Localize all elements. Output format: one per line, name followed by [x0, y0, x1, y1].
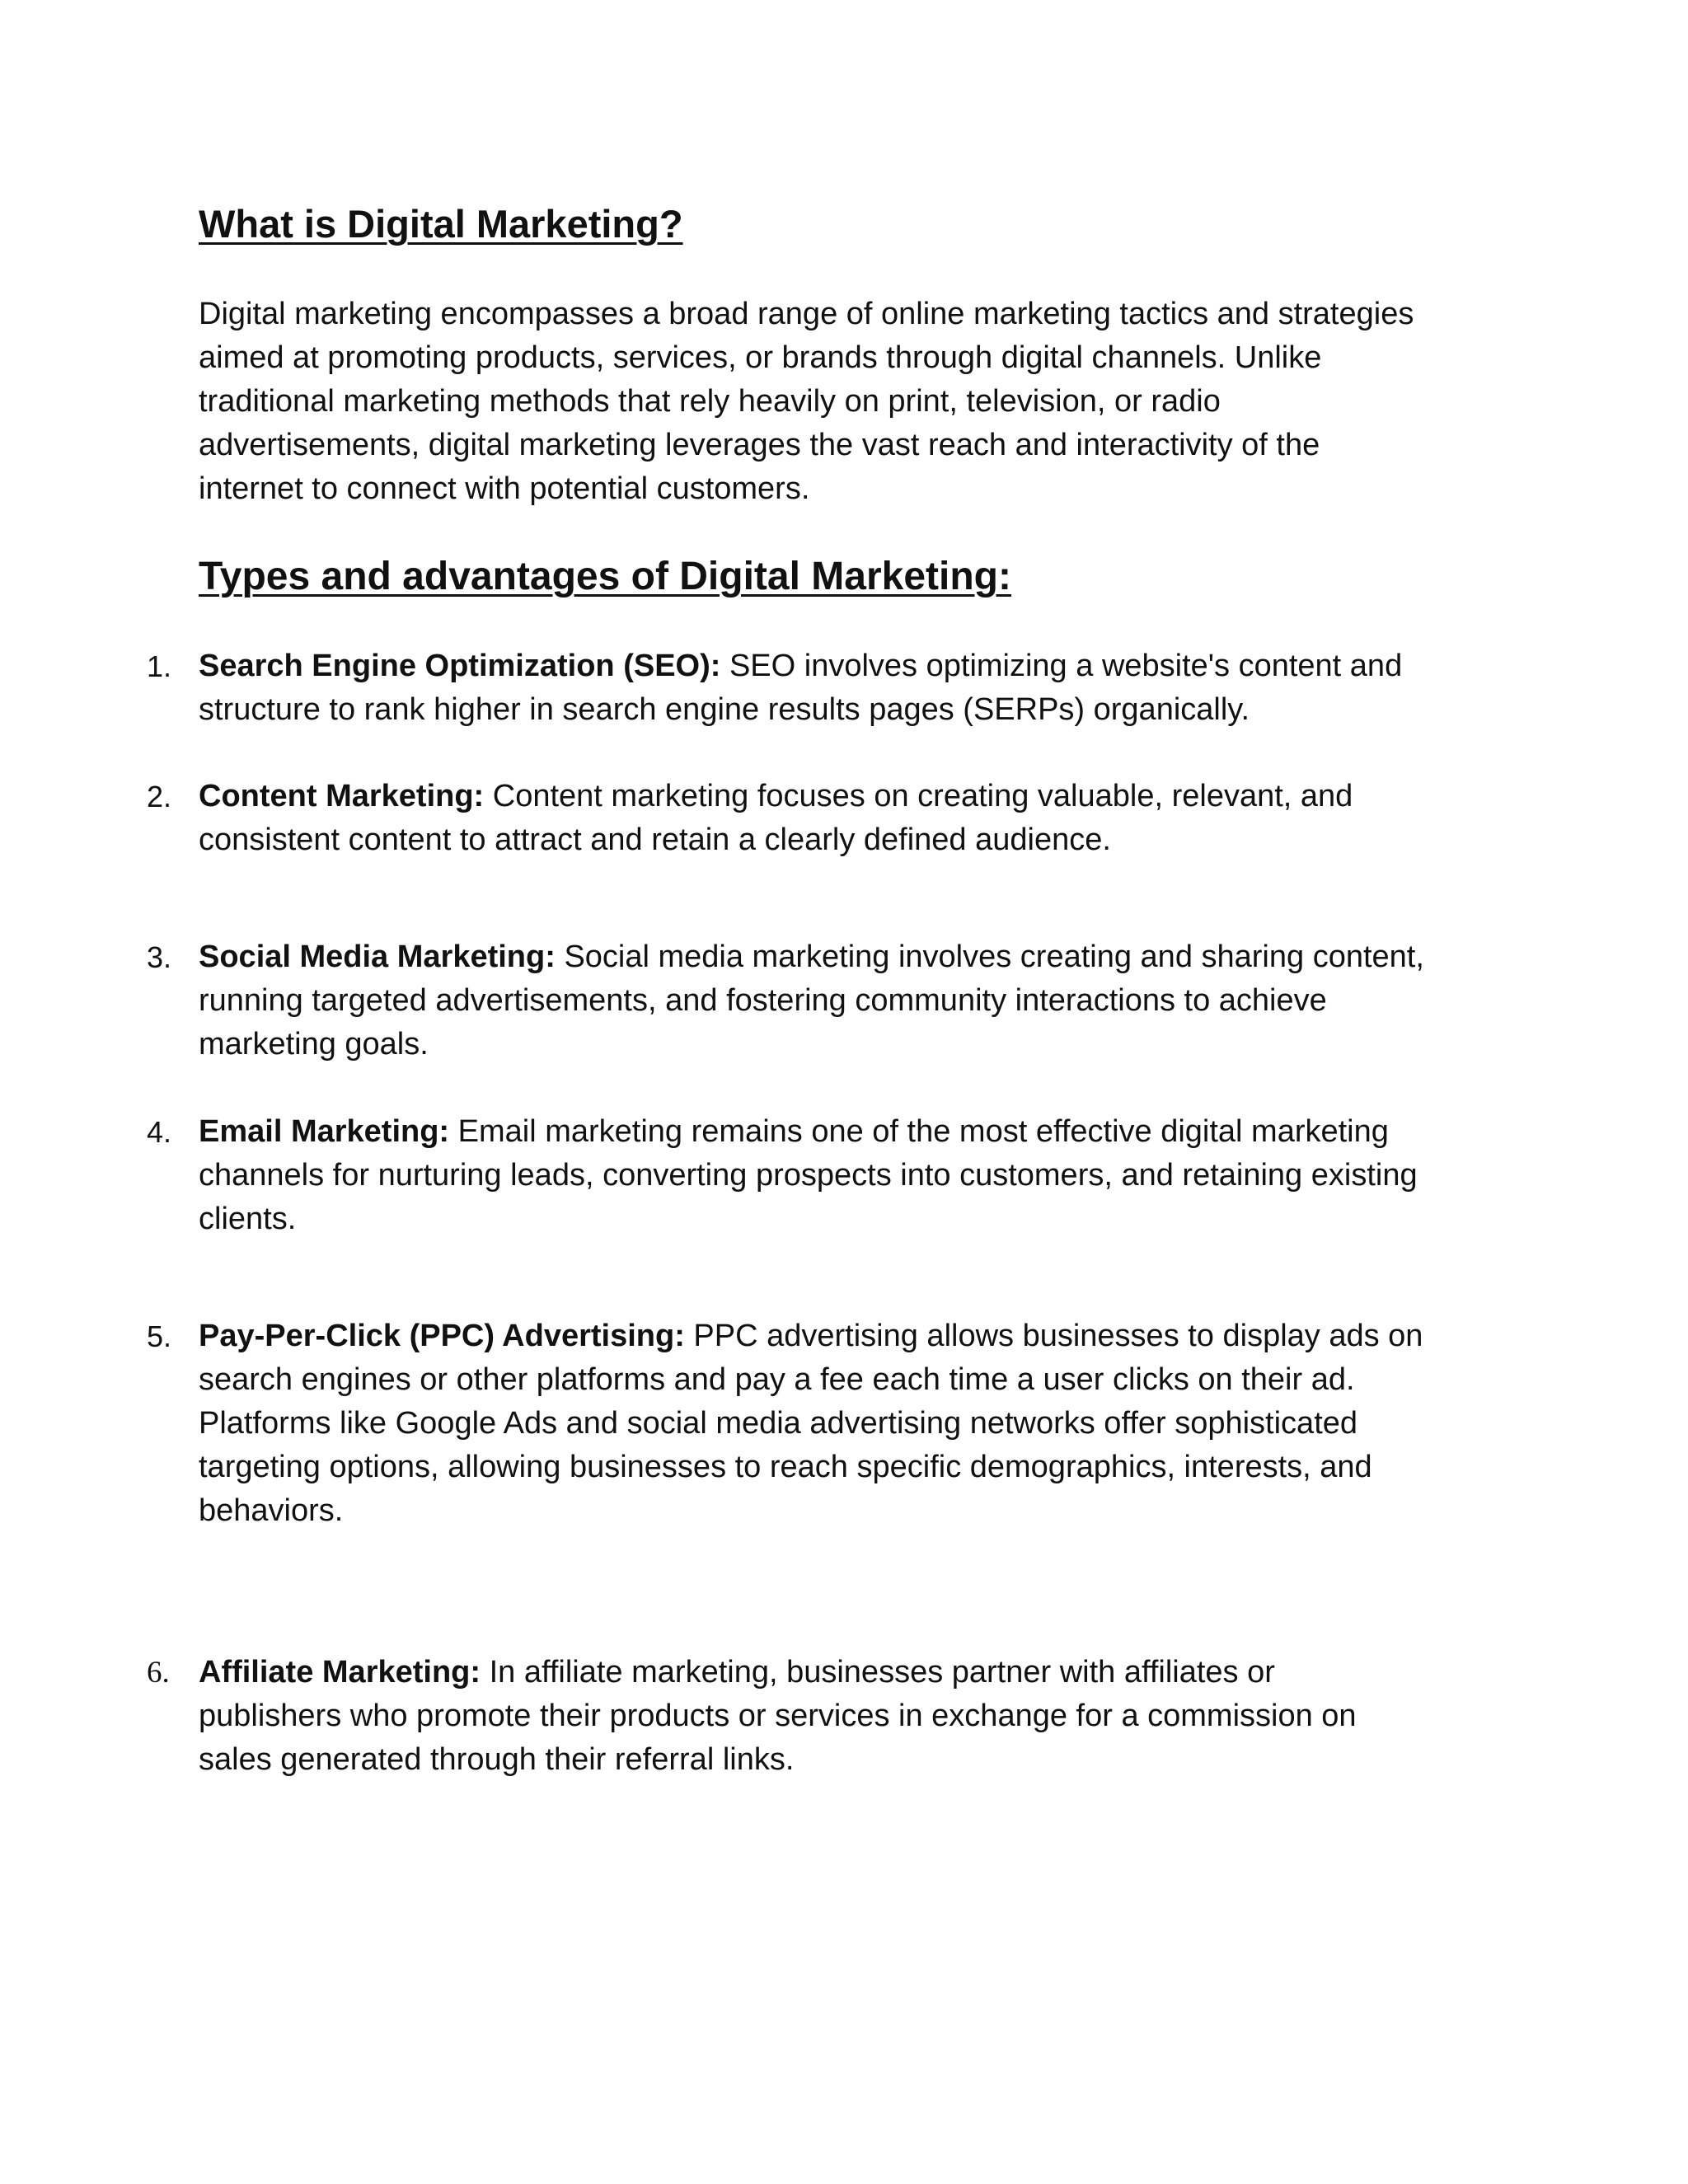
- list-item-title: Pay-Per-Click (PPC) Advertising:: [199, 1319, 685, 1353]
- heading-what-is-digital-marketing: What is Digital Marketing?: [199, 202, 683, 246]
- list-item-title: Search Engine Optimization (SEO):: [199, 649, 721, 683]
- list-item-line: behaviors.: [199, 1493, 344, 1528]
- list-number: 5.: [147, 1319, 172, 1353]
- list-item-first-line: [199, 1110, 1534, 1154]
- list-item-line: PPC advertising allows businesses to display ads on: [684, 1319, 1423, 1353]
- intro-line: aimed at promoting products, services, or brands through digital channels. Unlike: [199, 340, 1322, 375]
- list-item-line: Content marketing focuses on creating valuable, relevant, and: [484, 779, 1353, 813]
- list-item-line: marketing goals.: [199, 1027, 429, 1062]
- list-item-text: [199, 1315, 1534, 1533]
- intro-line: advertisements, digital marketing leverages the vast reach and interactivity of the: [199, 428, 1320, 462]
- list-item-line: sales generated through their referral links.: [199, 1742, 795, 1777]
- list-item-first-line: [199, 1315, 1534, 1358]
- list-number: 1.: [147, 649, 172, 683]
- list-item-first-line: [199, 935, 1534, 979]
- list-item-text: [199, 775, 1534, 862]
- list-item-line: publishers who promote their products or services in exchange for a commission on: [199, 1699, 1357, 1733]
- intro-line: Digital marketing encompasses a broad range of online marketing tactics and strategies: [199, 297, 1414, 331]
- intro-line: internet to connect with potential customers.: [199, 471, 810, 506]
- heading-types-and-advantages: Types and advantages of Digital Marketing:: [199, 555, 1011, 598]
- list-item-first-line: [199, 1651, 1534, 1694]
- list-item-line: targeting options, allowing businesses to reach specific demographics, interests, and: [199, 1450, 1372, 1484]
- intro-paragraph: [199, 293, 1517, 511]
- list-number: 3.: [147, 940, 172, 974]
- list-item-line: Social media marketing involves creating and sharing content,: [555, 940, 1424, 974]
- list-number: 6.: [147, 1656, 170, 1690]
- list-item-line: structure to rank higher in search engine results pages (SERPs) organically.: [199, 692, 1250, 727]
- list-item-first-line: [199, 775, 1534, 818]
- list-item-line: consistent content to attract and retain a clearly defined audience.: [199, 823, 1111, 857]
- list-item-title: Affiliate Marketing:: [199, 1655, 481, 1690]
- list-item-line: channels for nurturing leads, converting prospects into customers, and retaining existing: [199, 1158, 1418, 1193]
- list-item-line: Platforms like Google Ads and social media advertising networks offer sophisticated: [199, 1406, 1358, 1441]
- list-item-title: Social Media Marketing:: [199, 940, 556, 974]
- list-item-text: [199, 1110, 1534, 1241]
- list-item-text: [199, 935, 1534, 1066]
- list-item-line: SEO involves optimizing a website's content and: [720, 649, 1403, 683]
- list-item-title: Content Marketing:: [199, 779, 485, 813]
- list-item-text: [199, 1651, 1534, 1782]
- list-item-line: clients.: [199, 1202, 297, 1236]
- list-item-line: Email marketing remains one of the most effective digital marketing: [449, 1114, 1389, 1149]
- list-item-title: Email Marketing:: [199, 1114, 450, 1149]
- list-item-line: In affiliate marketing, businesses partner with affiliates or: [481, 1655, 1275, 1690]
- list-number: 4.: [147, 1115, 172, 1149]
- list-number: 2.: [147, 780, 172, 813]
- list-item-line: search engines or other platforms and pay a fee each time a user clicks on their ad.: [199, 1362, 1355, 1397]
- list-item-line: running targeted advertisements, and fostering community interactions to achieve: [199, 983, 1327, 1018]
- list-item-text: [199, 644, 1534, 732]
- intro-line: traditional marketing methods that rely heavily on print, television, or radio: [199, 384, 1221, 419]
- list-item-first-line: [199, 644, 1534, 688]
